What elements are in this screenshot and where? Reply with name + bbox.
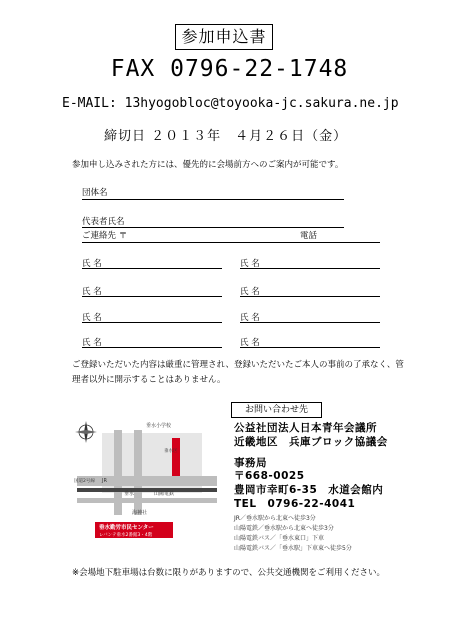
- parking-note: ※会場地下駐車場は台数に限りがありますので、公共交通機関をご利用ください。: [72, 568, 385, 578]
- name-field[interactable]: [240, 322, 380, 323]
- rep-label: 代表者氏名: [82, 217, 125, 227]
- access-line: 山陽電鉄バス／「垂水東口」下車: [234, 535, 325, 542]
- map-jr: JR: [102, 478, 107, 484]
- map-station: 垂水: [124, 491, 135, 497]
- name-field[interactable]: [82, 268, 222, 269]
- office-tel: TEL 0796-22-4041: [234, 498, 356, 510]
- name-label: 氏 名: [240, 313, 260, 323]
- map-venue-floor: レバンテ垂水2番館3・4階: [99, 533, 153, 538]
- contact-field[interactable]: [82, 242, 380, 243]
- access-line: 山陽電鉄／垂水駅から北東へ徒歩3分: [234, 525, 334, 532]
- contact-heading: お問い合わせ先: [231, 402, 322, 418]
- name-field[interactable]: [240, 296, 380, 297]
- venue-marker: [172, 438, 180, 476]
- deadline: 締切日 ２０１３年 ４月２６日（金）: [104, 129, 348, 144]
- access-line: JR／垂水駅から北東へ徒歩3分: [234, 515, 316, 522]
- map-venue-name: 垂水勤労市民センター: [99, 525, 154, 531]
- name-label: 氏 名: [82, 313, 102, 323]
- map-road: 国道2号線: [74, 479, 95, 484]
- name-field[interactable]: [82, 322, 222, 323]
- org-label: 団体名: [82, 188, 108, 198]
- compass-icon: [75, 421, 97, 443]
- map-shrine: 海神社: [132, 510, 148, 516]
- name-field[interactable]: [240, 347, 380, 348]
- fax-number: FAX 0796-22-1748: [110, 56, 349, 82]
- map-route: 垂水区: [164, 449, 178, 454]
- name-field[interactable]: [240, 268, 380, 269]
- form-title: 参加申込書: [175, 24, 273, 50]
- name-label: 氏 名: [240, 259, 260, 269]
- venue-map: [72, 418, 222, 538]
- org-field[interactable]: [82, 199, 344, 200]
- name-label: 氏 名: [240, 287, 260, 297]
- contact-label: ご連絡先 〒: [82, 231, 128, 241]
- phone-label: 電話: [300, 231, 318, 241]
- name-label: 氏 名: [82, 338, 102, 348]
- name-field[interactable]: [82, 347, 222, 348]
- name-label: 氏 名: [82, 287, 102, 297]
- name-field[interactable]: [82, 296, 222, 297]
- org-name-2: 近畿地区 兵庫ブロック協議会: [234, 436, 388, 448]
- email-address: E-MAIL: 13hyogobloc@toyooka-jc.sakura.ne.jp: [62, 96, 399, 111]
- name-label: 氏 名: [82, 259, 102, 269]
- privacy-note: ご登録いただいた内容は厳重に管理され、登録いただいたご本人の事前の了承なく、管理者以外に開示することはありません。: [72, 360, 404, 385]
- office-label: 事務局: [234, 457, 267, 469]
- map-school: 垂水小学校: [146, 423, 172, 429]
- postal-code: 〒668-0025: [234, 470, 305, 482]
- office-address: 豊岡市幸町6-35 水道会館内: [234, 484, 384, 496]
- access-line: 山陽電鉄バス／「垂水駅」下車東へ徒歩5分: [234, 545, 352, 552]
- map-sanyo: 山陽電鉄: [154, 491, 175, 497]
- form-intro: 参加申し込みされた方には、優先的に会場前方へのご案内が可能です。: [72, 160, 344, 170]
- railway-line: [77, 488, 217, 492]
- org-name-1: 公益社団法人日本青年会議所: [234, 422, 377, 434]
- rep-field[interactable]: [82, 227, 344, 228]
- name-label: 氏 名: [240, 338, 260, 348]
